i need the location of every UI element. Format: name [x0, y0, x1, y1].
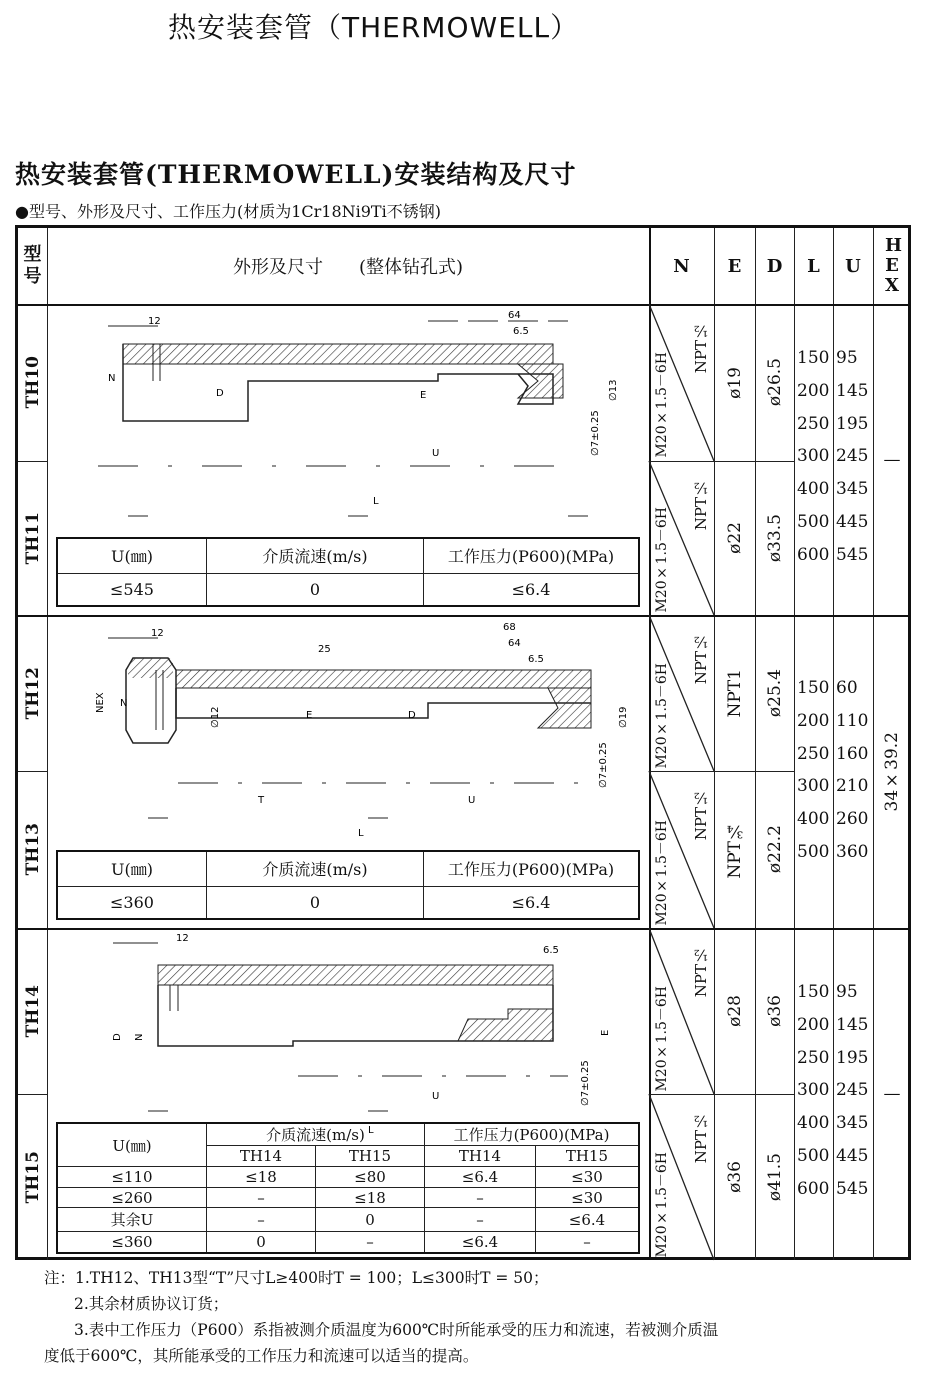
col-pressure: 工作压力(P600)(MPa) — [424, 538, 640, 573]
cell: ≤360 — [57, 1232, 207, 1253]
n-npt-th10: NPT½ — [692, 322, 710, 374]
sub-th14: TH14 — [425, 1146, 536, 1167]
dim-d7: ∅7±0.25 — [580, 1060, 591, 1106]
hex-group3: — — [883, 1084, 901, 1104]
col-pressure: 工作压力(P600)(MPa) — [425, 1123, 640, 1146]
dim-25: 25 — [318, 644, 331, 655]
u-values-group1 — [836, 342, 872, 572]
cell: – — [316, 1232, 425, 1253]
col-velocity: 介质流速(m/s) — [207, 851, 424, 886]
sub-th15: TH15 — [536, 1146, 640, 1167]
header-e: E — [727, 255, 742, 277]
n-npt-th12: NPT½ — [692, 633, 710, 685]
l-value: 150 — [797, 348, 830, 368]
dim-12: 12 — [176, 933, 189, 944]
cell: – — [425, 1208, 536, 1232]
u-value: 110 — [836, 710, 869, 731]
l-value: 500 — [797, 841, 830, 862]
header-n: N — [673, 255, 690, 277]
n-thread-th12: M20×1.5－6H — [654, 663, 670, 769]
d-th10: ø26.5 — [764, 358, 785, 407]
cell: ≤6.4 — [536, 1208, 640, 1232]
u-value: 145 — [836, 380, 869, 401]
l-values-group2 — [797, 672, 833, 869]
cell: – — [536, 1232, 640, 1253]
u-value: 445 — [836, 1145, 869, 1166]
model-th10: TH10 — [22, 356, 43, 409]
dim-e: E — [306, 710, 313, 721]
dim-d: D — [112, 1033, 123, 1041]
section-title: 热安装套管(THERMOWELL)安装结构及尺寸 — [15, 160, 577, 189]
dim-u: U — [432, 448, 440, 459]
cell-velocity: 0 — [207, 886, 424, 919]
d-th14: ø36 — [764, 995, 785, 1027]
dim-d7: ∅7±0.25 — [590, 410, 601, 456]
dim-d13: ∅13 — [608, 379, 619, 401]
dim-l: L — [368, 1125, 374, 1136]
dim-u: U — [468, 795, 476, 806]
cell: ≤18 — [207, 1167, 316, 1188]
l-value: 200 — [797, 1014, 830, 1035]
header-d: D — [766, 255, 783, 277]
model-th11: TH11 — [22, 511, 43, 565]
model-th12: TH12 — [22, 666, 43, 720]
dim-68: 68 — [503, 622, 516, 633]
cell: ≤110 — [57, 1167, 207, 1188]
header-shape: 外形及尺寸 (整体钻孔式) — [232, 257, 464, 278]
hex-group2: 34×39.2 — [882, 731, 902, 812]
l-value: 400 — [797, 1113, 830, 1134]
dim-12: 12 — [148, 316, 161, 327]
l-value: 500 — [797, 511, 830, 532]
u-value: 60 — [836, 678, 858, 698]
col-velocity: 介质流速(m/s) — [207, 538, 424, 573]
dim-l: L — [358, 828, 364, 839]
l-value: 600 — [797, 544, 830, 565]
n-npt-th13: NPT½ — [692, 789, 710, 841]
e-th13: NPT¾ — [724, 820, 745, 879]
cell-u: ≤360 — [57, 886, 207, 919]
l-value: 300 — [797, 776, 830, 797]
u-value: 160 — [836, 743, 869, 764]
notes — [44, 1265, 718, 1369]
header-u: U — [845, 255, 861, 277]
model-th15: TH15 — [22, 1150, 43, 1204]
l-value: 150 — [797, 678, 830, 698]
dim-d7: ∅7±0.25 — [598, 742, 609, 788]
n-thread-th15: M20×1.5－6H — [654, 1152, 670, 1258]
n-thread-th11: M20×1.5－6H — [654, 507, 670, 613]
pressure-table-th10-11 — [56, 537, 640, 607]
dim-u: U — [432, 1091, 440, 1102]
dim-e: E — [600, 1029, 611, 1036]
cell: 0 — [207, 1232, 316, 1253]
note-1: 注：1.TH12、TH13型“T”尺寸L≥400时T = 100；L≤300时T = 50； — [44, 1269, 549, 1287]
header-hex: HEX — [885, 235, 903, 296]
dim-6-5: 6.5 — [543, 945, 559, 956]
header-l: L — [807, 255, 820, 277]
l-value: 400 — [797, 809, 830, 830]
u-values-group2 — [836, 672, 872, 869]
l-value: 600 — [797, 1178, 830, 1199]
u-value: 95 — [836, 348, 858, 368]
l-value: 500 — [797, 1145, 830, 1166]
l-value: 250 — [797, 743, 830, 764]
dim-6-5: 6.5 — [513, 326, 529, 337]
l-value: 300 — [797, 446, 830, 467]
cell-velocity: 0 — [207, 573, 424, 606]
note-3: 3.表中工作压力（P600）系指被测介质温度为600℃时所能承受的压力和流速，若被测介质温 — [74, 1321, 719, 1339]
drawing-th12-13 — [48, 618, 648, 848]
l-value: 250 — [797, 1047, 830, 1068]
model-th13: TH13 — [22, 823, 43, 876]
l-values-group1 — [797, 342, 833, 572]
u-value: 245 — [836, 446, 869, 467]
col-pressure: 工作压力(P600)(MPa) — [424, 851, 640, 886]
u-value: 145 — [836, 1014, 869, 1035]
dim-t: T — [258, 795, 265, 806]
u-value: 445 — [836, 511, 869, 532]
l-value: 200 — [797, 380, 830, 401]
e-th12: NPT1 — [724, 668, 745, 718]
col-velocity: 介质流速(m/s) — [207, 1123, 425, 1146]
dim-nex: NEX — [95, 692, 106, 713]
dim-d19: ∅19 — [618, 706, 629, 728]
e-th15: ø36 — [724, 1161, 745, 1193]
note-3-cont: 度低于600℃，其所能承受的工作压力和流速可以适当的提高。 — [44, 1347, 479, 1365]
u-value: 360 — [836, 841, 869, 862]
dim-12: 12 — [151, 628, 164, 639]
cell: ≤80 — [316, 1167, 425, 1188]
n-thread-th13: M20×1.5－6H — [654, 820, 670, 926]
model-th14: TH14 — [22, 984, 43, 1038]
drawing-th10-11 — [48, 306, 648, 536]
n-npt-th11: NPT½ — [692, 479, 710, 531]
n-npt-th14: NPT½ — [692, 946, 710, 998]
dim-64: 64 — [508, 310, 521, 321]
sub-th15: TH15 — [316, 1146, 425, 1167]
d-th13: ø22.2 — [764, 825, 785, 874]
cell: ≤6.4 — [425, 1232, 536, 1253]
cell: ≤6.4 — [425, 1167, 536, 1188]
col-u: U(㎜) — [57, 1123, 207, 1167]
dim-d12: ∅12 — [210, 706, 221, 728]
l-value: 250 — [797, 413, 830, 434]
e-th10: ø19 — [724, 366, 745, 399]
hex-group1: — — [883, 449, 901, 470]
u-values-group3 — [836, 976, 872, 1206]
u-value: 195 — [836, 413, 869, 434]
cell: – — [425, 1187, 536, 1208]
cell: ≤30 — [536, 1167, 640, 1188]
d-th15: ø41.5 — [764, 1152, 785, 1202]
u-value: 260 — [836, 809, 869, 830]
d-th12: ø25.4 — [764, 668, 785, 718]
u-value: 195 — [836, 1047, 869, 1068]
n-npt-th15: NPT½ — [692, 1112, 710, 1164]
e-th14: ø28 — [724, 995, 745, 1027]
cell: ≤260 — [57, 1187, 207, 1208]
l-value: 150 — [797, 982, 830, 1002]
l-value: 300 — [797, 1080, 830, 1101]
dim-n: N — [120, 698, 128, 709]
cell-pressure: ≤6.4 — [424, 886, 640, 919]
header-model: 型号 — [23, 244, 42, 287]
d-th11: ø33.5 — [764, 513, 785, 563]
page-title: 热安装套管（THERMOWELL） — [168, 11, 580, 44]
dim-d: D — [408, 710, 416, 721]
pressure-table-th12-13 — [56, 850, 640, 920]
u-value: 210 — [836, 776, 869, 797]
sub-th14: TH14 — [207, 1146, 316, 1167]
dim-e: E — [420, 390, 427, 401]
cell: ≤30 — [536, 1187, 640, 1208]
u-value: 345 — [836, 479, 869, 500]
subtitle: ●型号、外形及尺寸、工作压力(材质为1Cr18Ni9Ti不锈钢) — [15, 202, 441, 221]
col-u: U(㎜) — [57, 851, 207, 886]
u-value: 545 — [836, 544, 869, 565]
n-thread-th10: M20×1.5－6H — [654, 352, 670, 458]
u-value: 545 — [836, 1178, 869, 1199]
u-value: 345 — [836, 1113, 869, 1134]
e-th11: ø22 — [724, 522, 745, 554]
dim-n: N — [108, 373, 116, 384]
dim-6-5: 6.5 — [528, 654, 544, 665]
cell: – — [207, 1208, 316, 1232]
cell: 其余U — [57, 1208, 207, 1232]
cell: ≤18 — [316, 1187, 425, 1208]
l-value: 200 — [797, 710, 830, 731]
l-values-group3 — [797, 976, 833, 1206]
cell: 0 — [316, 1208, 425, 1232]
l-value: 400 — [797, 479, 830, 500]
dim-n: N — [134, 1033, 145, 1041]
dim-d: D — [216, 388, 224, 399]
dim-64: 64 — [508, 638, 521, 649]
cell-u: ≤545 — [57, 573, 207, 606]
cell: – — [207, 1187, 316, 1208]
col-u: U(㎜) — [57, 538, 207, 573]
cell-pressure: ≤6.4 — [424, 573, 640, 606]
dim-l: L — [373, 496, 379, 507]
spec-table — [15, 225, 911, 1260]
n-thread-th14: M20×1.5－6H — [654, 986, 670, 1092]
pressure-table-th14-15 — [56, 1122, 640, 1254]
u-value: 245 — [836, 1080, 869, 1101]
u-value: 95 — [836, 982, 858, 1002]
note-2: 2.其余材质协议订货； — [74, 1295, 229, 1313]
